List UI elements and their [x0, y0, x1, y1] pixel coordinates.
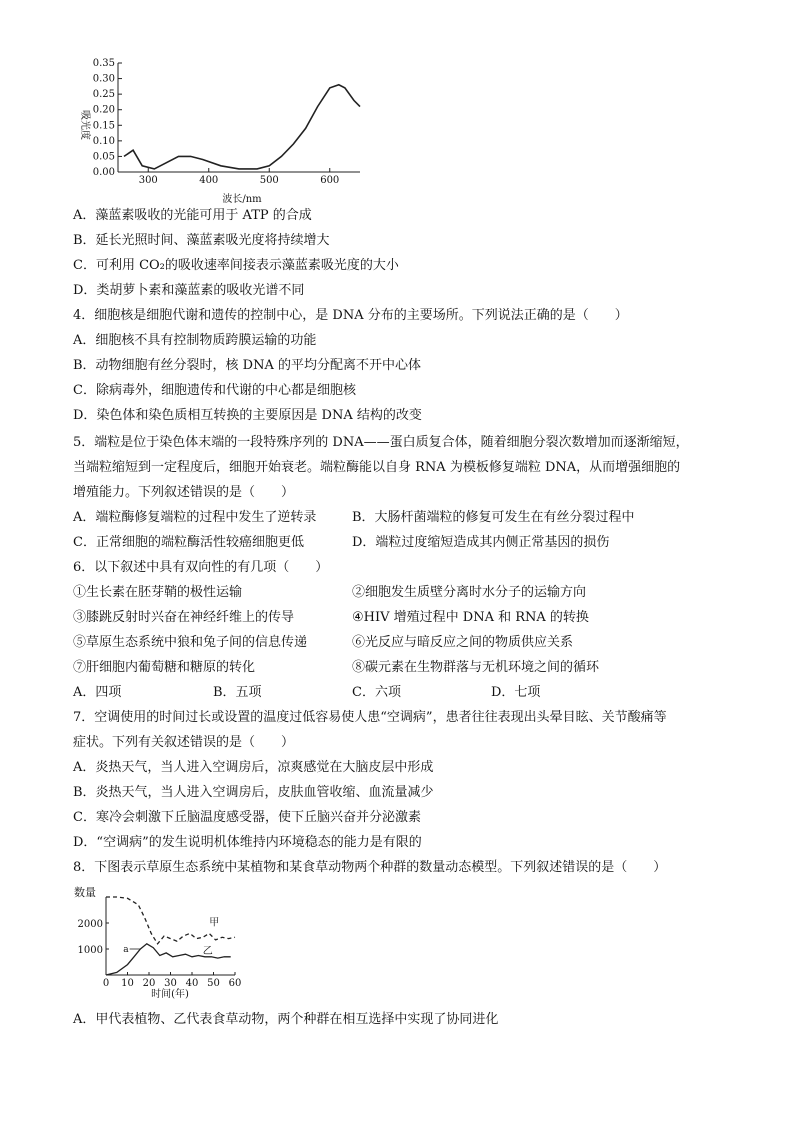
q4-option-a: A．细胞核不具有控制物质跨膜运输的功能 — [73, 333, 317, 348]
x-tick-label: 600 — [320, 175, 340, 186]
x-tick-label: 60 — [228, 978, 242, 989]
q5-option-b: B．大肠杆菌端粒的修复可发生在有丝分裂过程中 — [352, 510, 635, 525]
y-axis-label: 数量 — [74, 886, 96, 899]
q3-option-c: C．可利用 CO₂的吸收速率间接表示藻蓝素吸光度的大小 — [73, 258, 399, 273]
x-tick-label: 20 — [142, 978, 156, 989]
y-tick-label: 0.15 — [92, 120, 115, 132]
x-tick-label: 10 — [121, 978, 134, 989]
x-axis-label: 波长/nm — [222, 194, 262, 205]
x-tick-label: 500 — [259, 175, 279, 186]
population-chart — [70, 883, 245, 1003]
y-tick-label: 0.00 — [92, 167, 115, 178]
x-tick-label: 0 — [102, 978, 110, 989]
point-a-label: a — [123, 945, 129, 955]
q7-option-c: C．寒冷会刺激下丘脑温度感受器，使下丘脑兴奋并分泌激素 — [73, 810, 421, 825]
y-tick-label: 0.20 — [92, 104, 115, 116]
q8-stem: 8．下图表示草原生态系统中某植物和某食草动物两个种群的数量动态模型。下列叙述错误的是（ ） — [73, 860, 667, 875]
q6-choice-d: D．七项 — [491, 685, 541, 700]
q5-stem-line3: 增殖能力。下列叙述错误的是（ ） — [73, 485, 295, 500]
q7-option-b: B．炎热天气，当人进入空调房后，皮肤血管收缩、血流量减少 — [73, 785, 434, 800]
q6-item-8: ⑧碳元素在生物群落与无机环境之间的循环 — [352, 660, 600, 675]
y-tick-label: 2000 — [77, 919, 103, 930]
y-tick-label: 0.05 — [92, 151, 115, 163]
q6-item-6: ⑥光反应与暗反应之间的物质供应关系 — [352, 635, 574, 650]
q7-stem-line2: 症状。下列有关叙述错误的是（ ） — [73, 735, 295, 750]
x-axis-label: 时间(年) — [151, 989, 189, 1000]
q3-option-a: A．藻蓝素吸收的光能可用于 ATP 的合成 — [73, 208, 312, 223]
q5-stem-line1: 5．端粒是位于染色体末端的一段特殊序列的 DNA——蛋白质复合体，随着细胞分裂次数增加而逐渐缩短， — [73, 435, 689, 450]
x-tick-label: 40 — [185, 978, 199, 989]
q6-choice-b: B．五项 — [213, 685, 262, 700]
q8-option-a: A．甲代表植物、乙代表食草动物，两个种群在相互选择中实现了协同进化 — [73, 1012, 499, 1027]
y-tick-label: 0.30 — [92, 73, 115, 85]
q7-option-d: D．“空调病”的发生说明机体维持内环境稳态的能力是有限的 — [73, 835, 422, 850]
y-tick-label: 0.10 — [92, 135, 115, 147]
y-tick-label: 1000 — [77, 945, 103, 956]
q6-choice-c: C．六项 — [352, 685, 401, 700]
x-tick-label: 50 — [207, 978, 220, 989]
y-tick-label: 0.35 — [92, 58, 115, 69]
absorbance-chart — [70, 55, 370, 210]
q4-option-c: C．除病毒外，细胞遗传和代谢的中心都是细胞核 — [73, 383, 356, 398]
q3-option-b: B．延长光照时间、藻蓝素吸光度将持续增大 — [73, 233, 330, 248]
q7-stem-line1: 7．空调使用的时间过长或设置的温度过低容易使人患“空调病”，患者往往表现出头晕目眩、关节酸痛等 — [73, 710, 667, 725]
x-tick-label: 400 — [199, 175, 219, 186]
q5-option-d: D．端粒过度缩短造成其内侧正常基因的损伤 — [352, 535, 610, 550]
q5-stem-line2: 当端粒缩短到一定程度后，细胞开始衰老。端粒酶能以自身 RNA 为模板修复端粒 DNA，从而增强细胞的 — [73, 460, 681, 475]
series-yi-label: 乙 — [202, 946, 213, 958]
q6-item-1: ①生长素在胚芽鞘的极性运输 — [73, 585, 243, 600]
x-tick-label: 300 — [138, 175, 158, 186]
y-axis-label: 吸光度 — [79, 110, 90, 140]
series-jia-label: 甲 — [209, 917, 220, 929]
q6-item-3: ③膝跳反射时兴奋在神经纤维上的传导 — [73, 610, 295, 625]
q6-item-5: ⑤草原生态系统中狼和兔子间的信息传递 — [73, 635, 308, 650]
q5-option-a: A．端粒酶修复端粒的过程中发生了逆转录 — [73, 510, 317, 525]
q7-option-a: A．炎热天气，当人进入空调房后，凉爽感觉在大脑皮层中形成 — [73, 760, 434, 775]
q6-item-4: ④HIV 增殖过程中 DNA 和 RNA 的转换 — [352, 610, 589, 625]
q4-option-d: D．染色体和染色质相互转换的主要原因是 DNA 结构的改变 — [73, 408, 422, 423]
q6-choice-a: A．四项 — [73, 685, 122, 700]
absorbance-curve — [124, 85, 360, 169]
q6-stem: 6．以下叙述中具有双向性的有几项（ ） — [73, 560, 329, 575]
x-tick-label: 30 — [164, 978, 177, 989]
q5-option-c: C．正常细胞的端粒酶活性较癌细胞更低 — [73, 535, 304, 550]
y-tick-label: 0.25 — [92, 89, 115, 101]
q6-item-7: ⑦肝细胞内葡萄糖和糖原的转化 — [73, 660, 256, 675]
q3-option-d: D．类胡萝卜素和藻蓝素的吸收光谱不同 — [73, 283, 305, 298]
q6-item-2: ②细胞发生质壁分离时水分子的运输方向 — [352, 585, 587, 600]
q4-stem: 4．细胞核是细胞代谢和遗传的控制中心，是 DNA 分布的主要场所。下列说法正确的是（ ） — [73, 308, 628, 323]
q4-option-b: B．动物细胞有丝分裂时，核 DNA 的平均分配离不开中心体 — [73, 358, 422, 373]
